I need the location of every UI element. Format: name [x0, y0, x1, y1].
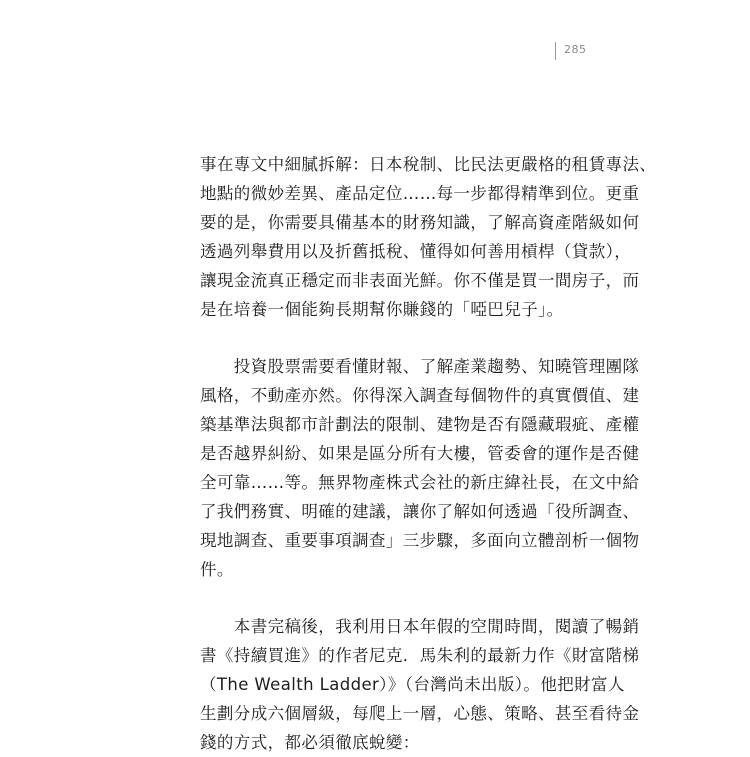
text-line: 讓現金流真正穩定而非表面光鮮。你不僅是買一間房子，而: [200, 271, 640, 290]
text-line: 錢的方式，都必須徹底蛻變：: [200, 733, 420, 752]
text-line: 是否越界糾紛、如果是區分所有大樓，管委會的運作是否健: [200, 444, 640, 463]
text-line: 是在培養一個能夠長期幫你賺錢的「啞巴兒子」。: [200, 300, 564, 319]
text-line: 事在專文中細膩拆解：日本稅制、比民法更嚴格的租賃專法、: [200, 155, 657, 174]
text-line: 本書完稿後，我利用日本年假的空閒時間，閱讀了暢銷: [200, 617, 640, 636]
text-line: 現地調查、重要事項調查」三步驟，多面向立體剖析一個物: [200, 531, 640, 550]
text-line: 件。: [200, 560, 234, 579]
paragraph: [200, 612, 640, 757]
header-divider: [555, 42, 556, 60]
body-text: [200, 150, 657, 757]
paragraph-spacer: [200, 584, 590, 612]
text-line: 了我們務實、明確的建議，讓你了解如何透過「役所調查、: [200, 502, 640, 521]
text-line: 築基準法與都市計劃法的限制、建物是否有隱藏瑕疵、產權: [200, 415, 640, 434]
text-line: 地點的微妙差異、產品定位……每一步都得精準到位。更重: [200, 184, 640, 203]
text-line: 書《持續買進》的作者尼克．馬朱利的最新力作《財富階梯: [200, 646, 640, 665]
text-line: 透過列舉費用以及折舊抵稅、懂得如何善用槓桿（貸款），: [200, 242, 632, 261]
text-line: 要的是，你需要具備基本的財務知識，了解高資產階級如何: [200, 213, 640, 232]
paragraph: [200, 352, 640, 584]
text-line: 全可靠……等。無界物產株式会社的新庄緯社長，在文中給: [200, 473, 640, 492]
paragraph: [200, 150, 657, 324]
text-line: （The Wealth Ladder）》（台灣尚未出版）。他把財富人: [200, 675, 625, 694]
page-number: 285: [564, 43, 587, 56]
paragraph-spacer: [200, 324, 590, 352]
text-line: 風格，不動產亦然。你得深入調查每個物件的真實價值、建: [200, 386, 640, 405]
text-line: 生劃分成六個層級，每爬上一層，心態、策略、甚至看待金: [200, 704, 640, 723]
text-line: 投資股票需要看懂財報、了解產業趨勢、知曉管理團隊: [200, 357, 640, 376]
